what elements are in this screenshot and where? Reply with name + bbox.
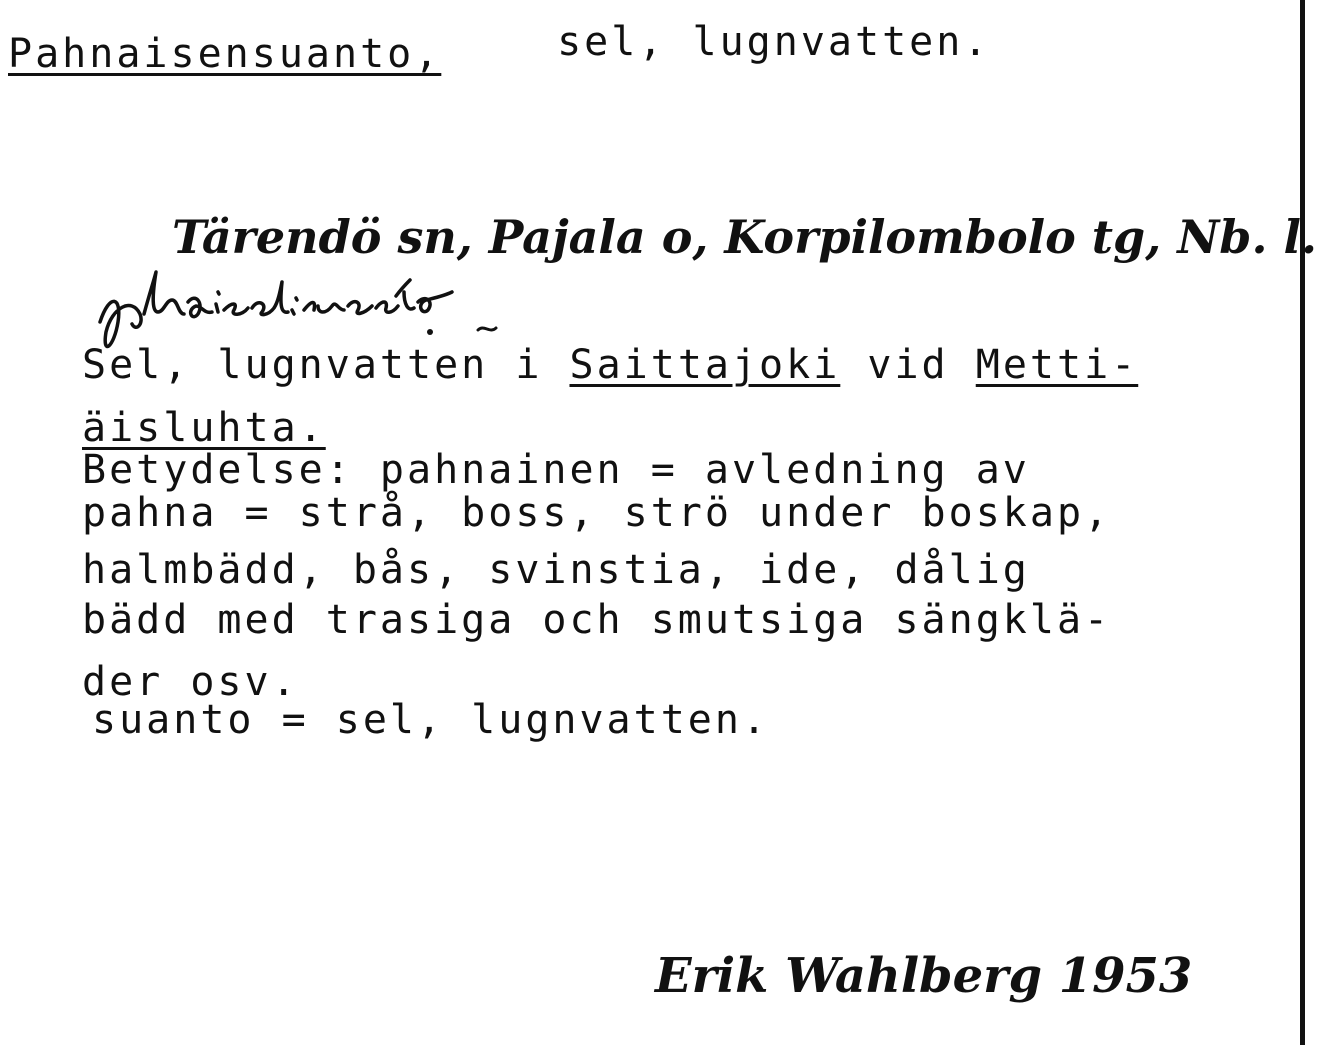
body-line-3: Betydelse: pahnainen = avledning av <box>82 447 1030 493</box>
body-line-5: halmbädd, bås, svinstia, ide, dålig <box>82 547 1030 593</box>
body-text: Sel, lugnvatten i <box>82 342 570 388</box>
river-name: Saittajoki <box>569 342 841 388</box>
body-line-7: der osv. <box>82 659 299 705</box>
body-text: vid <box>840 342 976 388</box>
place-name: Metti- <box>975 342 1139 388</box>
place-reference: Tärendö sn, Pajala o, Korpilombolo tg, Nb. l. <box>172 210 1317 264</box>
headword: Pahnaisensuanto, <box>8 31 442 77</box>
body-line-2: äisluhta. <box>82 405 326 451</box>
body-line-1 <box>82 342 1139 388</box>
heading-definition: sel, lugnvatten. <box>530 19 991 65</box>
body-line-8: suanto = sel, lugnvatten. <box>92 697 770 743</box>
body-line-6: bädd med trasiga och smutsiga sängklä- <box>82 597 1112 643</box>
body-line-4: pahna = strå, boss, strö under boskap, <box>82 490 1112 536</box>
author-signature: Erik Wahlberg 1953 <box>655 948 1193 1004</box>
card-edge-line <box>1300 0 1305 1045</box>
